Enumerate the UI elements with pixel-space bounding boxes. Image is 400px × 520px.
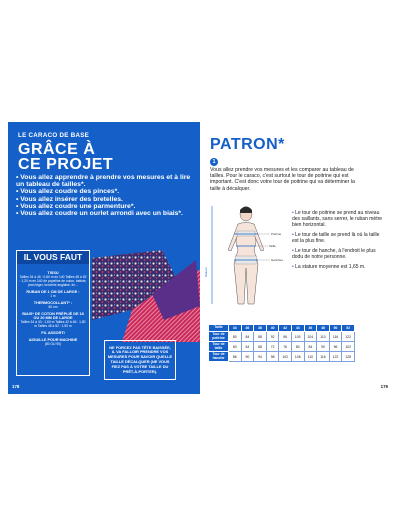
pattern-title: PATRON*: [210, 136, 285, 153]
row-label: Tour de taille: [209, 342, 229, 352]
table-cell: 104: [304, 332, 317, 342]
materials-heading: IL VOUS FAUT: [17, 251, 89, 264]
material-detail: 1 m: [50, 294, 56, 298]
book-spread: [8, 122, 392, 394]
table-row: [209, 332, 355, 342]
table-cell: 86: [229, 352, 242, 362]
table-cell: 122: [329, 352, 342, 362]
chest-label: Poitrine: [271, 232, 282, 236]
size-cell: 48: [317, 325, 330, 332]
table-cell: 84: [241, 332, 254, 342]
goal-item: • Vous allez insérer des bretelles.: [16, 196, 196, 203]
goal-item: • Vous allez coudre un ourlet arrondi avec un biais*.: [16, 210, 196, 217]
title-line-1: GRÂCE À: [18, 141, 96, 158]
tip-box: NE FORCEZ PAS TÊTE BAISSÉE, IL VA FALLOIR PRENDRE VOS MESURES POUR SAVOIR QUELLE TAILLE DÉCALQUER (NE VOUS FIEZ PAS À VOTRE TAILLE DU PRÊT-À-PORTER).: [104, 340, 176, 380]
material-detail: Tailles 34 à 46 : 0,80 m en 140 Tailles 48 à 52 : 1,20 m en 140 de popeline de coton, batiste, jean léger, broderie anglaise, lin...: [19, 275, 87, 287]
table-cell: 88: [254, 332, 267, 342]
fabric-photo: [92, 250, 200, 342]
table-cell: 80: [229, 332, 242, 342]
note-item: • Le tour de taille se prend là où la taille est la plus fine.: [292, 232, 386, 244]
row-label: Tour de hanche: [209, 352, 229, 362]
table-cell: 96: [279, 332, 292, 342]
table-cell: 110: [317, 332, 330, 342]
table-cell: 64: [241, 342, 254, 352]
learning-goals-list: [16, 174, 196, 217]
bra-shape: [237, 231, 255, 236]
material-title: THERMOCOLLANT* :: [33, 301, 73, 305]
material-title: TISSU: [47, 271, 59, 275]
table-cell: 102: [342, 342, 355, 352]
material-title: RUBAN DE 1 CM DE LARGE :: [26, 290, 80, 294]
material-detail: Tailles 34 à 40 : 1,60 m Tailles 42 à 46 : 1,80 m Tailles 48 à 52 : 1,90 m: [20, 320, 86, 328]
waist-label: Taille: [269, 244, 276, 248]
body-measurement-illustration: [208, 204, 286, 306]
left-page: [8, 122, 200, 394]
size-cell: 44: [291, 325, 304, 332]
goal-item: • Vous allez coudre une parmenture*.: [16, 203, 196, 210]
table-cell: 102: [279, 352, 292, 362]
measurement-notes: [292, 210, 386, 274]
size-cell: 50: [329, 325, 342, 332]
material-title: FIL ASSORTI: [41, 331, 65, 335]
section-label: LE CARACO DE BASE: [18, 132, 90, 139]
table-cell: 94: [254, 352, 267, 362]
material-title: AIGUILLE POUR MACHINE: [28, 338, 78, 342]
material-detail: 60 cm: [48, 305, 58, 309]
note-item: • Le tour de hanche, à l'endroit le plus dodu de notre personne.: [292, 248, 386, 260]
table-cell: 116: [329, 332, 342, 342]
hip-label: Hanches: [271, 258, 283, 262]
page-title: [18, 142, 113, 172]
goal-item: • Vous allez apprendre à prendre vos mesures et à lire un tableau de tailles*.: [16, 174, 196, 188]
table-cell: 90: [317, 342, 330, 352]
materials-box: [16, 250, 90, 376]
page-number: 178: [12, 384, 20, 389]
row-label: Tour de poitrine: [209, 332, 229, 342]
goal-item: • Vous allez coudre des pinces*.: [16, 188, 196, 195]
material-detail: (80 OU 90): [44, 342, 62, 346]
size-cell: 42: [279, 325, 292, 332]
size-cell: 36: [241, 325, 254, 332]
table-cell: 92: [266, 332, 279, 342]
size-cell: 40: [266, 325, 279, 332]
step-number: 1: [210, 158, 218, 166]
materials-list: [19, 268, 87, 346]
intro-text: Vous allez prendre vos mesures et les comparer au tableau de tailles. Pour le caraco, c'est surtout le tour de poitrine qui est important. C'est donc votre tour de poitrine qui va déterminer la taille à décalquer.: [210, 167, 355, 192]
size-header-row: [209, 325, 355, 332]
table-cell: 116: [317, 352, 330, 362]
table-cell: 122: [342, 332, 355, 342]
hair-shape: [240, 207, 252, 214]
page-number: 179: [380, 384, 388, 389]
size-cell: 34: [229, 325, 242, 332]
size-header-label: Taille: [209, 325, 229, 332]
table-cell: 72: [266, 342, 279, 352]
size-table: [208, 324, 355, 362]
table-row: [209, 342, 355, 352]
table-cell: 76: [279, 342, 292, 352]
size-cell: 52: [342, 325, 355, 332]
note-item: • Le tour de poitrine se prend au niveau des saillants, sans serrer, le ruban mètre bien horizontal.: [292, 210, 386, 228]
table-cell: 96: [329, 342, 342, 352]
table-cell: 110: [304, 352, 317, 362]
table-cell: 106: [291, 352, 304, 362]
table-cell: 60: [229, 342, 242, 352]
table-cell: 80: [291, 342, 304, 352]
material-title: BIAIS* DE COTON PRÉPLIÉ DE 18 OU 20 MM DE LARGE: [22, 312, 84, 320]
note-item: • La stature moyenne est 1,65 m.: [292, 264, 386, 270]
stature-label: Stature: [204, 267, 208, 277]
table-cell: 128: [342, 352, 355, 362]
table-cell: 100: [291, 332, 304, 342]
title-line-2: CE PROJET: [18, 156, 114, 173]
right-page: [200, 122, 392, 394]
table-cell: 90: [241, 352, 254, 362]
table-row: [209, 352, 355, 362]
table-cell: 68: [254, 342, 267, 352]
table-cell: 98: [266, 352, 279, 362]
size-cell: 46: [304, 325, 317, 332]
table-cell: 84: [304, 342, 317, 352]
size-cell: 38: [254, 325, 267, 332]
